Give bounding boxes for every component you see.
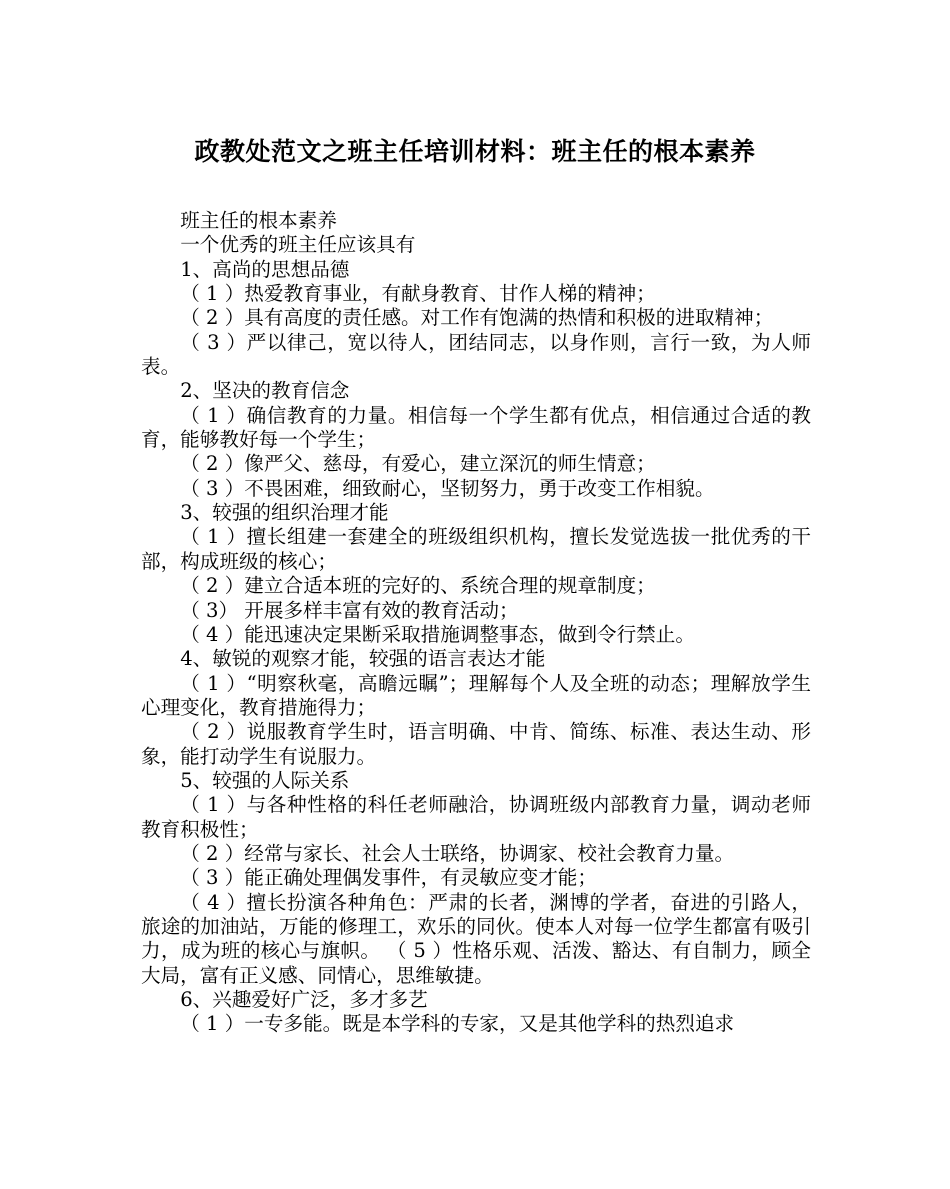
- list-item: （ 3） 开展多样丰富有效的教育活动；: [180, 598, 519, 622]
- list-item: （ 2 ）经常与家长、社会人士联络，协调家、校社会教育力量。: [180, 841, 735, 865]
- list-item: （ 3 ）严以律己，宽以待人，团结同志，以身作则，言行一致，为人师表。: [141, 330, 811, 379]
- document-title: 政教处范文之班主任培训材料：班主任的根本素养: [194, 137, 756, 166]
- list-item: （ 1 ）一专多能。既是本学科的专家，又是其他学科的热烈追求: [180, 1012, 735, 1036]
- list-item: （ 4 ）能迅速决定果断采取措施调整事态，做到令行禁止。: [180, 622, 695, 646]
- section-heading: 5、较强的人际关系: [180, 768, 350, 792]
- paragraph: 一个优秀的班主任应该具有: [180, 233, 416, 257]
- section-heading: 1、高尚的思想品德: [180, 257, 350, 281]
- list-item: （ 1 ）热爱教育事业，有献身教育、甘作人梯的精神；: [180, 282, 656, 306]
- list-item: （ 2 ）像严父、慈母，有爱心，建立深沉的师生情意；: [180, 452, 656, 476]
- list-item: （ 1 ）“明察秋毫，高瞻远瞩”；理解每个人及全班的动态；理解放学生心理变化，教育措施得力；: [141, 671, 811, 719]
- list-item: （ 2 ）建立合适本班的完好的、系统合理的规章制度；: [180, 574, 656, 598]
- section-heading: 6、兴趣爱好广泛，多才多艺: [180, 988, 428, 1011]
- list-item: （ 3 ）能正确处理偶发事件，有灵敏应变才能；: [180, 866, 597, 890]
- paragraph: 班主任的根本素养: [180, 209, 337, 232]
- list-item: （ 4 ）擅长扮演各种角色：严肃的长者，渊博的学者，奋进的引路人，旅途的加油站，万能的修理工，欢乐的同伙。使本人对每一位学生都富有吸引力，成为班的核心与旗帜。 （ 5 ）性格乐观、活泼、豁达、有自制力，顾全大局，富有正义感、同情心，思维敏捷。: [141, 890, 811, 987]
- section-heading: 4、敏锐的观察才能，较强的语言表达才能: [180, 647, 546, 671]
- list-item: （ 1 ）与各种性格的科任老师融洽，协调班级内部教育力量，调动老师教育积极性；: [141, 793, 811, 841]
- list-item: （ 1 ）确信教育的力量。相信每一个学生都有优点，相信通过合适的教育，能够教好每一个学生；: [141, 403, 811, 452]
- list-item: （ 2 ）说服教育学生时，语言明确、中肯、简练、标准、表达生动、形象，能打动学生有说服力。: [141, 720, 811, 768]
- section-heading: 3、较强的组织治理才能: [180, 501, 389, 525]
- section-heading: 2、坚决的教育信念: [180, 379, 350, 403]
- list-item: （ 2 ）具有高度的责任感。对工作有饱满的热情和积极的进取精神；: [180, 306, 774, 330]
- document-body: [141, 209, 811, 1037]
- list-item: （ 1 ）擅长组建一套建全的班级组织机构，擅长发觉选拔一批优秀的干部，构成班级的核心；: [141, 525, 811, 573]
- list-item: （ 3 ）不畏困难，细致耐心，坚韧努力，勇于改变工作相貌。: [180, 476, 715, 500]
